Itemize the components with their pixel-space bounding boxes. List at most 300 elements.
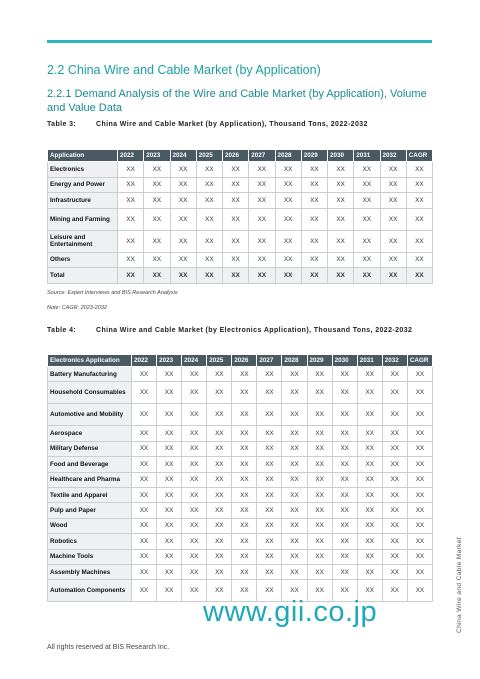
table-cell: XX [182,487,207,502]
table-cell: XX [407,457,432,472]
table-cell: XX [207,457,232,472]
row-label: Automotive and Mobility [48,404,132,426]
table-cell: XX [132,457,157,472]
table-cell: XX [357,426,382,441]
table-cell: XX [282,564,307,579]
table-cell: XX [275,208,301,230]
table-cell: XX [232,564,257,579]
table-cell: XX [282,457,307,472]
table-header-row [48,355,433,367]
subsection-heading: 2.2.1 Demand Analysis of the Wire and Cable Market (by Application), Volume and Value Data [47,88,427,114]
table-row [48,564,433,579]
table-cell: XX [282,580,307,602]
table-cell: XX [249,252,275,268]
table-cell: XX [332,518,357,533]
table-cell: XX [132,487,157,502]
table-cell: XX [157,503,182,518]
table-cell: XX [332,534,357,549]
table-cell: XX [380,268,406,284]
table-cell: XX [170,230,196,252]
table-cell: XX [132,426,157,441]
row-label: Machine Tools [48,549,132,564]
side-running-title: China Wire and Cable Market [456,536,463,633]
table-cell: XX [232,472,257,487]
table-cell: XX [282,549,307,564]
table-cell: XX [282,472,307,487]
table-row [48,503,433,518]
table-cell: XX [357,441,382,456]
table-cell: XX [257,426,282,441]
table-cell: XX [332,503,357,518]
table-cell: XX [249,208,275,230]
row-label: Electronics [48,162,118,178]
table-cell: XX [275,193,301,209]
table-cell: XX [354,268,380,284]
column-header: CAGR [406,150,432,162]
table-cell: XX [282,534,307,549]
table-cell: XX [307,487,332,502]
table-cell: XX [301,230,327,252]
table-cell: XX [257,367,282,382]
table-cell: XX [207,580,232,602]
table-cell: XX [196,252,222,268]
table-cell: XX [207,404,232,426]
row-label: Total [48,268,118,284]
table-cell: XX [357,404,382,426]
table-cell: XX [380,252,406,268]
column-header-label: Application [48,150,118,162]
row-label: Robotics [48,534,132,549]
table-cell: XX [144,230,170,252]
table-cell: XX [307,518,332,533]
table-cell: XX [307,549,332,564]
table-cell: XX [249,268,275,284]
table-cell: XX [170,208,196,230]
table-cell: XX [301,177,327,193]
row-label: Infrastructure [48,193,118,209]
table4-caption-number: Table 4: [47,327,77,334]
column-header: 2026 [232,355,257,367]
table-row [48,230,433,252]
table-cell: XX [170,193,196,209]
table-cell: XX [275,268,301,284]
column-header: 2024 [170,150,196,162]
table3-source: Source: Expert Interviews and BIS Research Analysis [47,290,178,296]
table-cell: XX [328,208,354,230]
table-cell: XX [257,472,282,487]
table-cell: XX [275,252,301,268]
table-row [48,441,433,456]
table-cell: XX [301,268,327,284]
table3-caption-title: China Wire and Cable Market (by Application), Thousand Tons, 2022-2032 [96,121,368,128]
table-cell: XX [407,487,432,502]
row-label: Mining and Farming [48,208,118,230]
table-cell: XX [301,208,327,230]
table-cell: XX [196,230,222,252]
row-label: Wood [48,518,132,533]
column-header: 2027 [249,150,275,162]
table-cell: XX [170,252,196,268]
table-cell: XX [182,549,207,564]
table-cell: XX [207,518,232,533]
column-header: 2025 [207,355,232,367]
table-cell: XX [118,252,144,268]
table-cell: XX [380,177,406,193]
table-cell: XX [132,503,157,518]
table-cell: XX [144,208,170,230]
column-header: 2029 [307,355,332,367]
table-cell: XX [223,208,249,230]
table-cell: XX [157,534,182,549]
section-heading: 2.2 China Wire and Cable Market (by Application) [47,63,321,77]
row-label: Automation Components [48,580,132,602]
table-cell: XX [249,230,275,252]
table-cell: XX [407,549,432,564]
table-cell: XX [354,162,380,178]
row-label: Food and Beverage [48,457,132,472]
column-header: 2024 [182,355,207,367]
table-row [48,549,433,564]
table-cell: XX [307,457,332,472]
table-cell: XX [182,503,207,518]
table-cell: XX [182,441,207,456]
table-cell: XX [380,208,406,230]
table-cell: XX [207,382,232,404]
table-cell: XX [407,564,432,579]
table-cell: XX [406,193,432,209]
application-table [47,149,433,284]
table-cell: XX [406,208,432,230]
table-cell: XX [207,441,232,456]
table-cell: XX [382,441,407,456]
table-cell: XX [357,580,382,602]
row-label: Textile and Apparel [48,487,132,502]
table-cell: XX [406,177,432,193]
table-cell: XX [182,426,207,441]
table-cell: XX [282,487,307,502]
table-row [48,472,433,487]
table-cell: XX [328,252,354,268]
table-row [48,534,433,549]
table-cell: XX [332,549,357,564]
table-header-row [48,150,433,162]
table-cell: XX [382,580,407,602]
table-cell: XX [257,580,282,602]
table-cell: XX [157,367,182,382]
table-cell: XX [196,193,222,209]
table3-caption-number: Table 3: [47,121,77,128]
table-cell: XX [196,268,222,284]
table-cell: XX [354,208,380,230]
table-cell: XX [307,472,332,487]
column-header: 2030 [332,355,357,367]
table-cell: XX [307,441,332,456]
table-cell: XX [257,404,282,426]
table-cell: XX [307,426,332,441]
table-cell: XX [118,208,144,230]
table-cell: XX [407,404,432,426]
table-cell: XX [328,193,354,209]
table-cell: XX [207,367,232,382]
table-cell: XX [407,472,432,487]
table-cell: XX [257,441,282,456]
table-cell: XX [118,268,144,284]
column-header: 2025 [196,150,222,162]
table-cell: XX [223,268,249,284]
watermark-url: www.gii.co.jp [203,596,378,628]
table-cell: XX [357,518,382,533]
column-header: 2032 [382,355,407,367]
table3-caption [47,120,427,130]
table-cell: XX [182,564,207,579]
table-cell: XX [406,162,432,178]
table-cell: XX [257,534,282,549]
table-cell: XX [407,580,432,602]
table-cell: XX [332,441,357,456]
table-row [48,457,433,472]
table-cell: XX [332,580,357,602]
table-row [48,518,433,533]
table-cell: XX [332,564,357,579]
table-cell: XX [406,252,432,268]
table-cell: XX [282,518,307,533]
table-cell: XX [257,382,282,404]
table-cell: XX [157,426,182,441]
table-cell: XX [354,230,380,252]
table-cell: XX [207,564,232,579]
table-cell: XX [382,487,407,502]
table-cell: XX [157,472,182,487]
table-cell: XX [132,580,157,602]
table-cell: XX [232,580,257,602]
row-label: Battery Manufacturing [48,367,132,382]
table-cell: XX [407,441,432,456]
column-header: 2022 [118,150,144,162]
column-header: 2032 [380,150,406,162]
table-cell: XX [223,230,249,252]
table-cell: XX [182,404,207,426]
table-cell: XX [307,580,332,602]
table-row [48,177,433,193]
table-cell: XX [157,457,182,472]
table-cell: XX [182,472,207,487]
table-row [48,487,433,502]
table-cell: XX [382,518,407,533]
table-cell: XX [382,564,407,579]
table-cell: XX [382,472,407,487]
table-cell: XX [170,268,196,284]
table-cell: XX [196,162,222,178]
table-cell: XX [407,367,432,382]
table-cell: XX [332,487,357,502]
table-cell: XX [257,503,282,518]
table-cell: XX [275,230,301,252]
table-cell: XX [249,177,275,193]
table-cell: XX [157,580,182,602]
table3-note: Note: CAGR: 2023-2032 [47,305,107,311]
table-cell: XX [357,367,382,382]
table-cell: XX [307,534,332,549]
table-cell: XX [232,367,257,382]
table-cell: XX [354,193,380,209]
table-cell: XX [144,268,170,284]
table-cell: XX [332,472,357,487]
table-row [48,426,433,441]
table-cell: XX [332,382,357,404]
row-label: Energy and Power [48,177,118,193]
row-label: Others [48,252,118,268]
table-cell: XX [307,564,332,579]
table-cell: XX [207,426,232,441]
table-cell: XX [407,534,432,549]
table-cell: XX [257,518,282,533]
table-cell: XX [232,457,257,472]
table-cell: XX [182,382,207,404]
table-cell: XX [144,193,170,209]
table-row [48,382,433,404]
table-cell: XX [257,487,282,502]
table-cell: XX [132,382,157,404]
table-cell: XX [382,549,407,564]
table-cell: XX [132,518,157,533]
table-row [48,252,433,268]
table-cell: XX [407,503,432,518]
table-cell: XX [357,534,382,549]
table-cell: XX [407,426,432,441]
row-label: Household Consumables [48,382,132,404]
column-header: 2026 [223,150,249,162]
table-cell: XX [328,162,354,178]
table-cell: XX [380,230,406,252]
table-cell: XX [354,252,380,268]
table-cell: XX [132,534,157,549]
table-cell: XX [282,441,307,456]
table-cell: XX [157,518,182,533]
row-label: Leisure and Entertainment [48,230,118,252]
table-cell: XX [157,404,182,426]
table-cell: XX [382,404,407,426]
table-cell: XX [182,518,207,533]
table-cell: XX [382,367,407,382]
table-cell: XX [157,487,182,502]
row-label: Assembly Machines [48,564,132,579]
table-cell: XX [257,457,282,472]
table-cell: XX [207,534,232,549]
table-row [48,208,433,230]
table-cell: XX [232,426,257,441]
table-cell: XX [118,177,144,193]
table-cell: XX [207,549,232,564]
electronics-application-table [47,354,433,602]
table-cell: XX [118,230,144,252]
column-header: CAGR [407,355,432,367]
table-cell: XX [257,564,282,579]
table-cell: XX [196,177,222,193]
table-row [48,367,433,382]
table-cell: XX [232,382,257,404]
table-cell: XX [282,426,307,441]
row-label: Military Defense [48,441,132,456]
table-cell: XX [207,487,232,502]
table-cell: XX [332,426,357,441]
table-cell: XX [382,534,407,549]
table-cell: XX [132,367,157,382]
copyright-footer: All rights reserved at BIS Research Inc. [47,644,170,651]
column-header-label: Electronics Application [48,355,132,367]
table-cell: XX [182,580,207,602]
table-cell: XX [332,457,357,472]
table-cell: XX [157,382,182,404]
table-cell: XX [232,549,257,564]
table-cell: XX [132,404,157,426]
table-cell: XX [382,503,407,518]
table-cell: XX [232,404,257,426]
table-cell: XX [307,404,332,426]
table-cell: XX [223,252,249,268]
table-cell: XX [382,426,407,441]
column-header: 2029 [301,150,327,162]
table-cell: XX [132,472,157,487]
table-cell: XX [275,177,301,193]
table-cell: XX [207,472,232,487]
table-cell: XX [182,457,207,472]
table-cell: XX [301,162,327,178]
column-header: 2028 [282,355,307,367]
table-cell: XX [232,441,257,456]
table-cell: XX [307,367,332,382]
table-cell: XX [157,549,182,564]
table-cell: XX [357,382,382,404]
table-cell: XX [382,382,407,404]
table-cell: XX [118,162,144,178]
table-cell: XX [332,367,357,382]
column-header: 2023 [144,150,170,162]
table-cell: XX [328,177,354,193]
table-cell: XX [157,564,182,579]
table-cell: XX [275,162,301,178]
column-header: 2031 [357,355,382,367]
table-cell: XX [282,503,307,518]
row-label: Aerospace [48,426,132,441]
table-cell: XX [328,230,354,252]
table-row [48,193,433,209]
table-cell: XX [328,268,354,284]
table-cell: XX [232,534,257,549]
table-cell: XX [332,404,357,426]
table-cell: XX [282,404,307,426]
table-cell: XX [144,177,170,193]
table-cell: XX [406,268,432,284]
column-header: 2023 [157,355,182,367]
table-cell: XX [357,503,382,518]
table-cell: XX [223,193,249,209]
table-cell: XX [223,177,249,193]
table-cell: XX [232,503,257,518]
top-accent-rule [47,40,432,43]
table-cell: XX [406,230,432,252]
table-cell: XX [182,534,207,549]
table-cell: XX [357,564,382,579]
table-cell: XX [249,162,275,178]
table-cell: XX [354,177,380,193]
table-cell: XX [357,472,382,487]
table-cell: XX [282,367,307,382]
table-cell: XX [144,252,170,268]
table-cell: XX [223,162,249,178]
table-cell: XX [407,518,432,533]
table-row [48,404,433,426]
table-cell: XX [301,193,327,209]
